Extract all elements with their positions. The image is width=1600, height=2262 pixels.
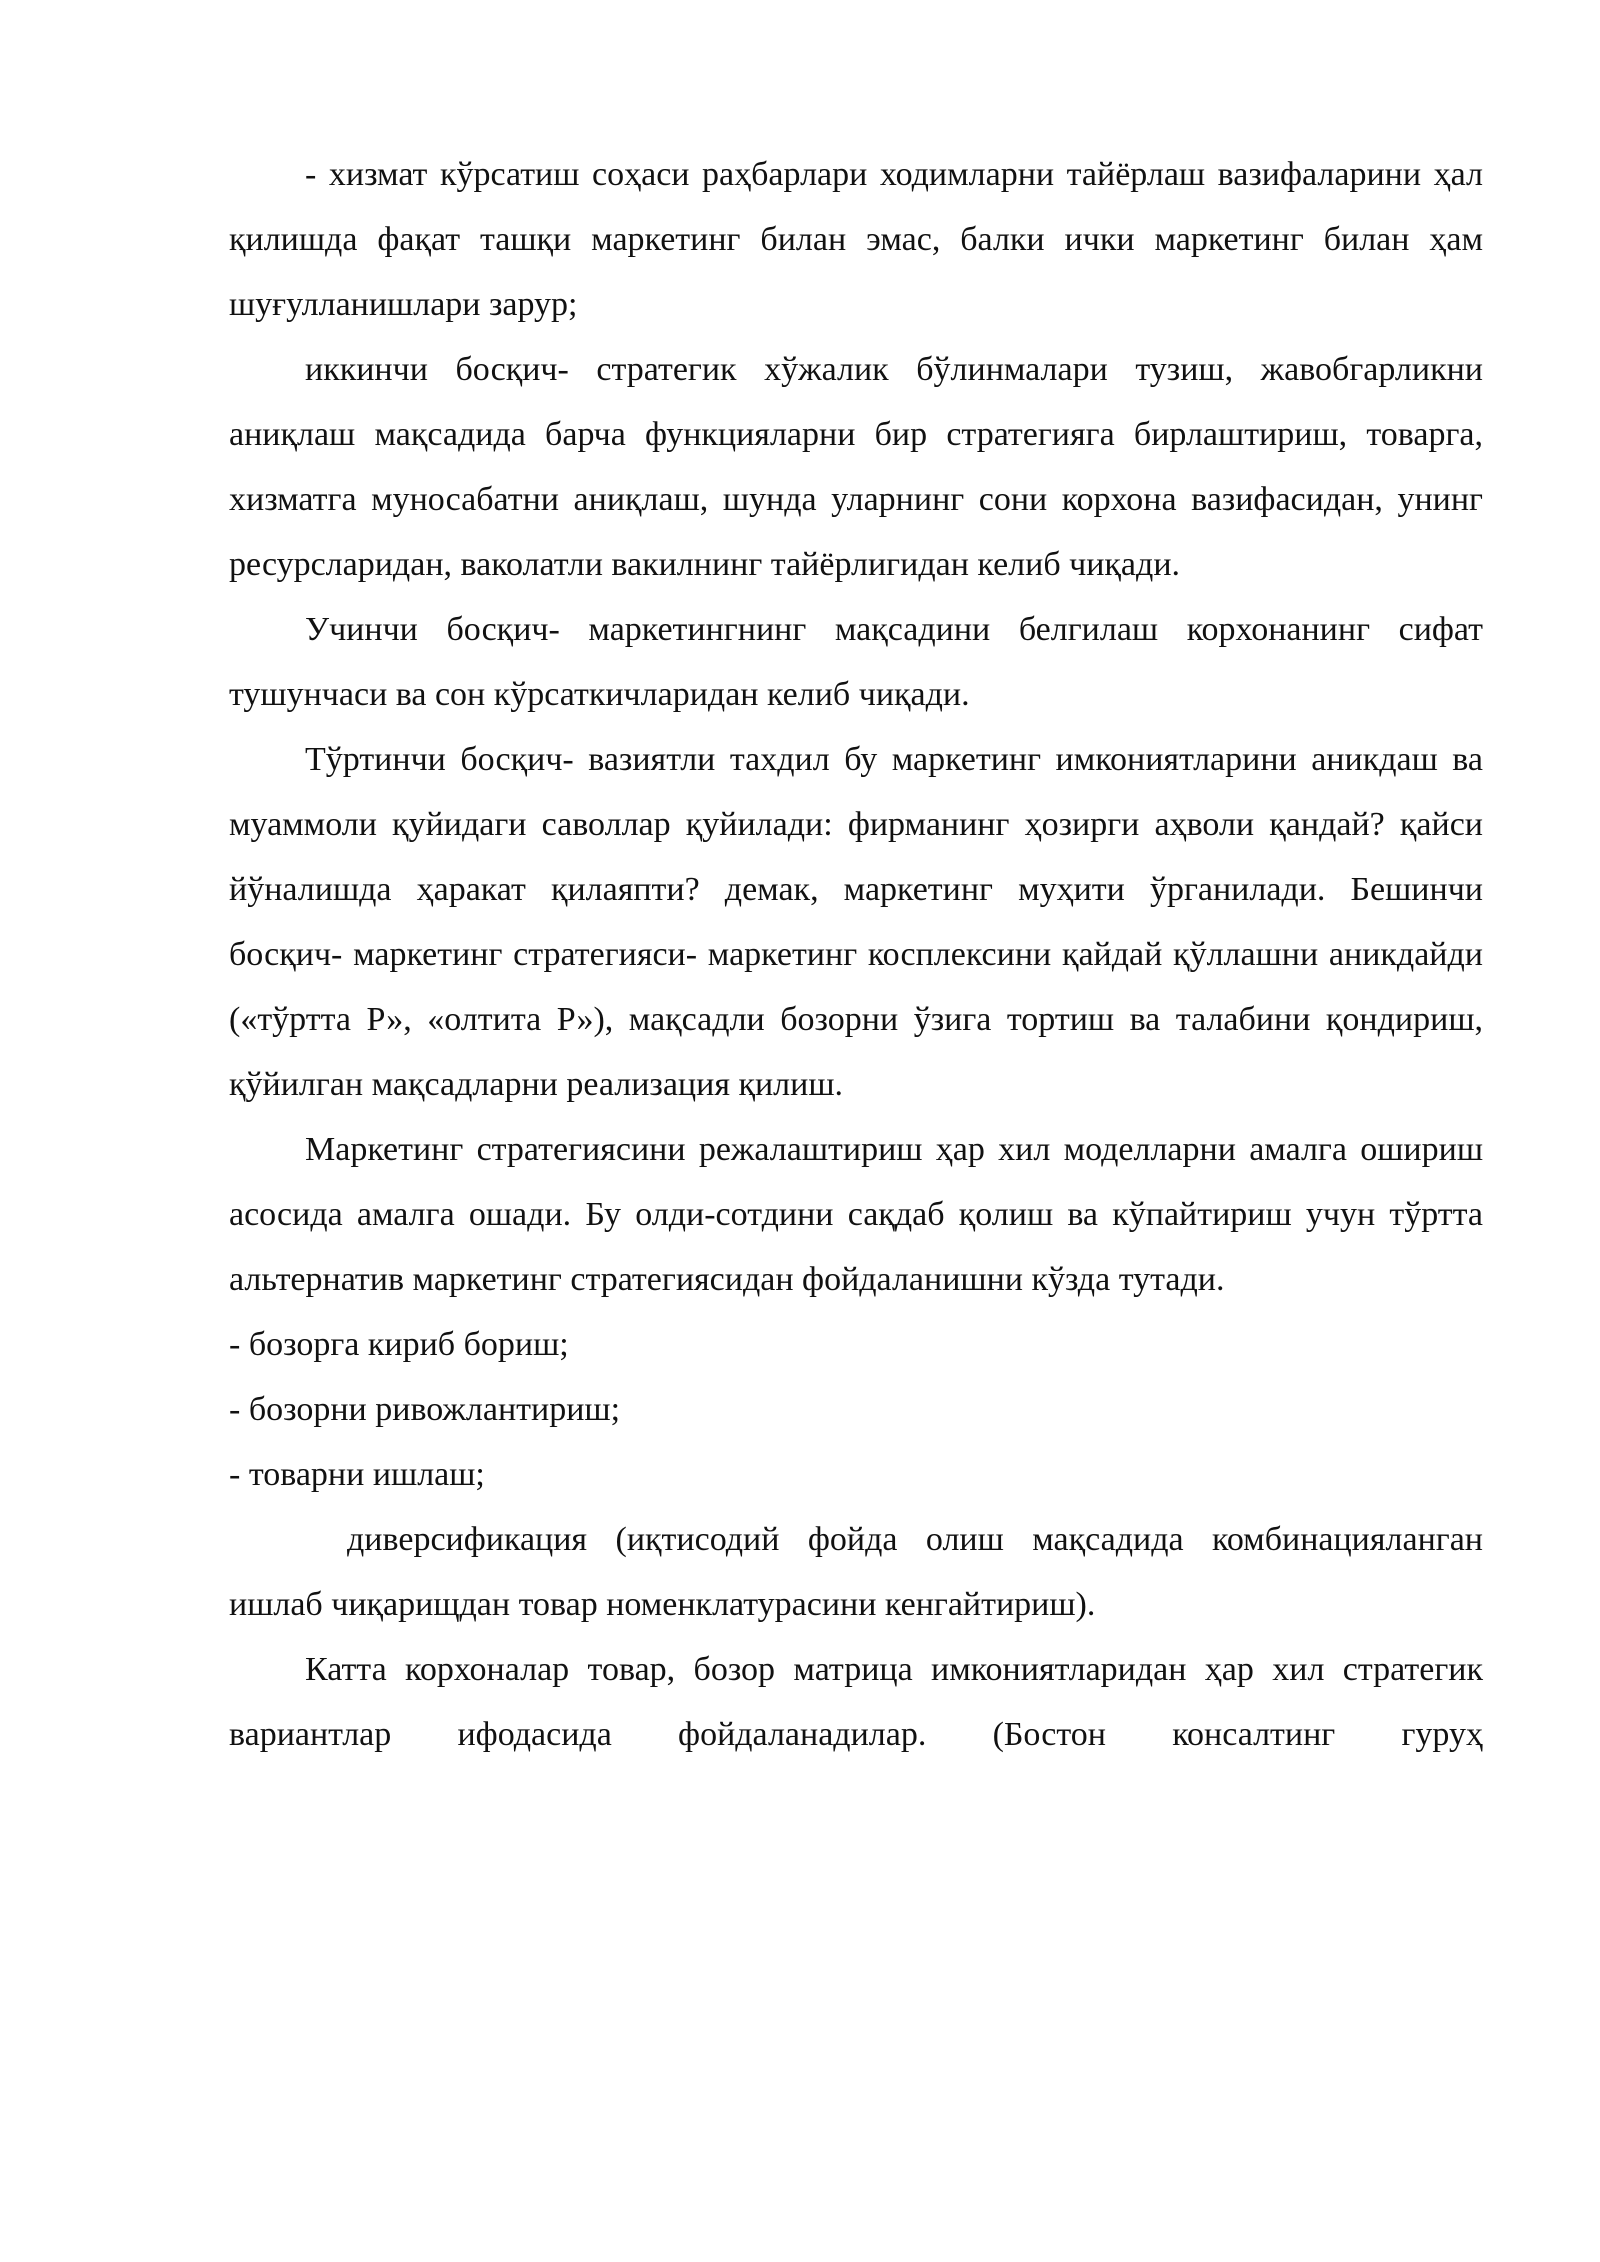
list-item-market-development: - бозорни ривожлантириш; <box>229 1391 621 1428</box>
list-item-product-development: - товарни ишлаш; <box>229 1456 485 1493</box>
paragraph-strategy-planning: Маркетинг стратегиясини режалаштириш ҳар хил моделларни амалга ошириш асосида амалга ошади. Бу олди-сотдини сақдаб қолиш ва кўпайтириш учун тўртта альтернатив маркетинг стратегиясидан фойдаланишни кўзда тутади. <box>229 1131 1483 1298</box>
list-item-market-penetration: - бозорга кириб бориш; <box>229 1326 569 1363</box>
paragraph-stage-four-five: Тўртинчи босқич- вазиятли тахдил бу маркетинг имкониятларини аникдаш ва муаммоли қуйидаги саволлар қуйилади: фирманинг ҳозирги аҳволи қандай? қайси йўналишда ҳаракат қилаяпти? демак, маркетинг муҳити ўрганилади. Бешинчи босқич- маркетинг стратегияси- маркетинг косплексини қайдай қўллашни аникдайди («тўртта Р», «олтита Р»), мақсадли бозорни ўзига тортиш ва талабини қондириш, қўйилган мақсадларни реализация қилиш. <box>229 741 1483 1103</box>
paragraph-large-enterprises: Катта корхоналар товар, бозор матрица имкониятларидан ҳар хил стратегик вариантлар ифодасида фойдаланадилар. (Бостон консалтинг гуруҳ <box>229 1651 1483 1753</box>
paragraph-internal-marketing: - хизмат кўрсатиш соҳаси раҳбарлари ходимларни тайёрлаш вазифаларини ҳал қилишда фақат ташқи маркетинг билан эмас, балки ички маркетинг билан ҳам шуғулланишлари зарур; <box>229 156 1483 323</box>
paragraph-stage-three: Учинчи босқич- маркетингнинг мақсадини белгилаш корхонанинг сифат тушунчаси ва сон кўрсаткичларидан келиб чиқади. <box>229 611 1483 713</box>
paragraph-diversification: диверсификация (иқтисодий фойда олиш мақсадида комбинацияланган ишлаб чиқарищдан товар номенклатурасини кенгайтириш). <box>229 1521 1483 1623</box>
paragraph-stage-two: иккинчи босқич- стратегик хўжалик бўлинмалари тузиш, жавобгарликни аниқлаш мақсадида барча функцияларни бир стратегияга бирлаштириш, товарга, хизматга муносабатни аниқлаш, шунда уларнинг сони корхона вазифасидан, унинг ресурсларидан, ваколатли вакилнинг тайёрлигидан келиб чиқади. <box>229 351 1483 583</box>
document-page <box>229 142 1483 1767</box>
